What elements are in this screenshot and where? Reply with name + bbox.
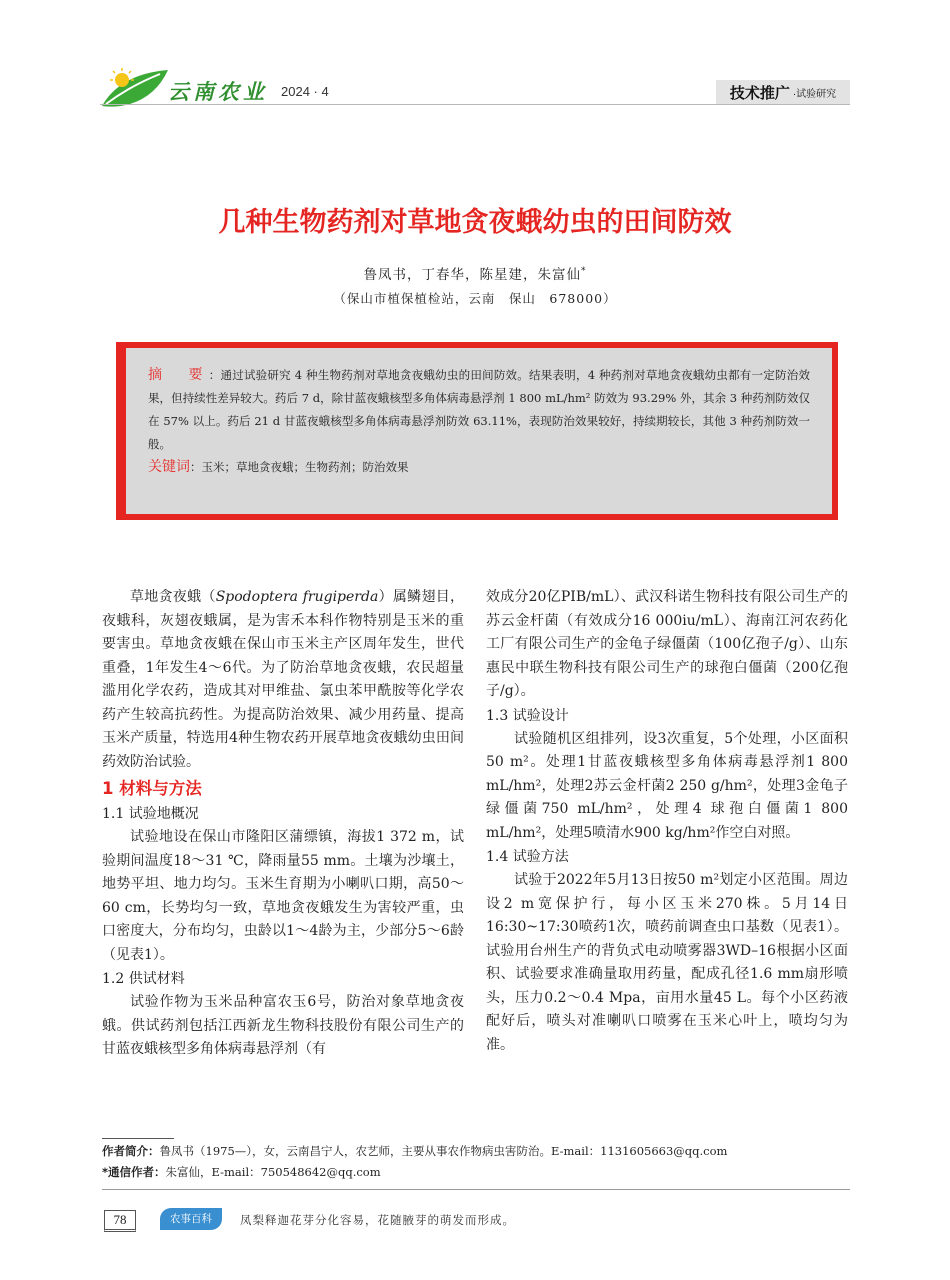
paragraph-1-2-left: 试验作物为玉米品种富农玉6号，防治对象草地贪夜蛾。供试药剂包括江西新龙生物科技股份有限公司生产的甘蓝夜蛾核型多角体病毒悬浮剂（有 (102, 994, 464, 1057)
section-main-label: 技术推广 (729, 84, 790, 102)
abstract-paragraph: 摘 要：通过试验研究 4 种生物药剂对草地贪夜蛾幼虫的田间防效。结果表明，4 种药剂对草地贪夜蛾幼虫都有一定防治效果，但持续性差异较大。药后 7 d，除甘蓝夜蛾核型多角体病毒悬浮剂 1 800 mL/hm² 防效为 93.29% 外，其余 3 种药剂防效仅在 57% 以上。药后 21 d 甘蓝夜蛾核型多角体病毒悬浮剂防效 63.11%，表现防治效果较好，持续期较长，其他 3 种药剂防效一般。 (148, 367, 810, 451)
paragraph-1-3: 试验随机区组排列，设3次重复，5个处理，小区面积50 m²。处理1甘蓝夜蛾核型多角体病毒悬浮剂1 800 mL/hm²，处理2苏云金杆菌2 250 g/hm²，处理3金龟子绿僵菌750 mL/hm²，处理4 球孢白僵菌1 800 mL/hm²，处理5喷清水900 kg/hm²作空白对照。 (486, 730, 848, 841)
heading-1: 1 材料与方法 (102, 779, 202, 798)
corresponding-note-label: *通信作者： (102, 1165, 166, 1179)
issue-number: 2024 · 4 (281, 84, 329, 99)
footer-tip: 凤梨释迦花芽分化容易，花随腋芽的萌发而形成。 (240, 1213, 515, 1227)
keywords-paragraph: 关键词：玉米；草地贪夜蛾；生物药剂；防治效果 (148, 459, 409, 475)
species-name: Spodoptera frugiperda (215, 589, 379, 605)
page-number: 78 (104, 1210, 136, 1232)
affiliation: （保山市植保植检站，云南 保山 678000） (333, 291, 617, 306)
heading-1-1: 1.1 试验地概况 (102, 806, 199, 822)
section-sub-label: ·试验研究 (792, 88, 837, 100)
left-column (102, 586, 464, 1062)
footnote-divider (102, 1138, 174, 1139)
section-tag (716, 80, 850, 104)
keywords-text: 玉米；草地贪夜蛾；生物药剂；防治效果 (201, 460, 409, 474)
author-note-label: 作者简介： (102, 1144, 160, 1158)
intro-paragraph (102, 586, 464, 774)
journal-name: 云南农业 (168, 79, 268, 104)
heading-1-3: 1.3 试验设计 (486, 707, 569, 724)
heading-1-2: 1.2 供试材料 (102, 971, 185, 987)
article-title: 几种生物药剂对草地贪夜蛾幼虫的田间防效 (218, 207, 732, 238)
right-column (486, 586, 848, 1057)
abstract-label: 摘 要 (148, 367, 209, 383)
keywords-label: 关键词 (148, 459, 190, 475)
author-list (0, 263, 950, 283)
author-note-text: 鲁凤书（1975—），女，云南昌宁人，农艺师，主要从事农作物病虫害防治。E-mail：1131605663@qq.com (159, 1144, 728, 1158)
author-names: 鲁凤书，丁春华，陈星建，朱富仙 (363, 267, 581, 283)
author-note (102, 1141, 862, 1162)
abstract-text: 通过试验研究 4 种生物药剂对草地贪夜蛾幼虫的田间防效。结果表明，4 种药剂对草地贪夜蛾幼虫都有一定防治效果，但持续性差异较大。药后 7 d，除甘蓝夜蛾核型多角体病毒悬浮剂 1 800 mL/hm² 防效为 93.29% 外，其余 3 种药剂防效仅在 57% 以上。药后 21 d 甘蓝夜蛾核型多角体病毒悬浮剂防效 63.11%，表现防治效果较好，持续期较长，其他 3 种药剂防效一般。 (148, 368, 810, 451)
intro-post: ）属鳞翅目，夜蛾科，灰翅夜蛾属，是为害禾本科作物特别是玉米的重要害虫。草地贪夜蛾在保山市玉米主产区周年发生，世代重叠，1年发生4～6代。为了防治草地贪夜蛾，农民超量滥用化学农药，造成其对甲维盐、氯虫苯甲酰胺等化学农药产生较高抗药性。为提高防治效果、减少用药量、提高玉米产质量，特选用4种生物农药开展草地贪夜蛾幼虫田间药效防治试验。 (102, 589, 465, 770)
paragraph-1-4: 试验于2022年5月13日按50 m²划定小区范围。周边设2 m宽保护行，每小区玉米270株。5月14日16:30~17:30喷药1次，喷药前调查虫口基数（见表1）。试验用台州生产的背负式电动喷雾器3WD–16根据小区面积、试验要求准确量取用药量，配成孔径1.6 mm扇形喷头，压力0.2～0.4 Mpa，亩用水量45 L。每个小区药液配好后，喷头对准喇叭口喷雾在玉米心叶上，喷均匀为准。 (486, 872, 848, 1053)
footer-divider (102, 1189, 850, 1190)
abstract-box (126, 348, 832, 514)
corresponding-note (102, 1162, 862, 1183)
paragraph-1-1: 试验地设在保山市隆阳区蒲缥镇，海拔1 372 m，试验期间温度18～31 ℃，降雨量55 mm。土壤为沙壤土，地势平坦、地力均匀。玉米生育期为小喇叭口期，高50～60 cm，长势均匀一致，草地贪夜蛾发生为害较严重，虫口密度大，分布均匀，虫龄以1～4龄为主，少部分5～6龄（见表1）。 (102, 829, 464, 963)
paragraph-1-2-right: 效成分20亿PIB/mL）、武汉科诺生物科技有限公司生产的苏云金杆菌（有效成分16 000iu/mL）、海南江河农药化工厂有限公司生产的金龟子绿僵菌（100亿孢子/g）、山东惠民中联生物科技有限公司生产的球孢白僵菌（200亿孢子/g）。 (486, 589, 848, 699)
header-divider (100, 104, 850, 105)
corresponding-mark: * (581, 266, 587, 277)
heading-1-4: 1.4 试验方法 (486, 849, 569, 865)
corresponding-note-text: 朱富仙，E-mail：750548642@qq.com (165, 1165, 381, 1179)
footer-tag: 农事百科 (160, 1208, 222, 1230)
intro-pre: 草地贪夜蛾（ (130, 589, 216, 605)
